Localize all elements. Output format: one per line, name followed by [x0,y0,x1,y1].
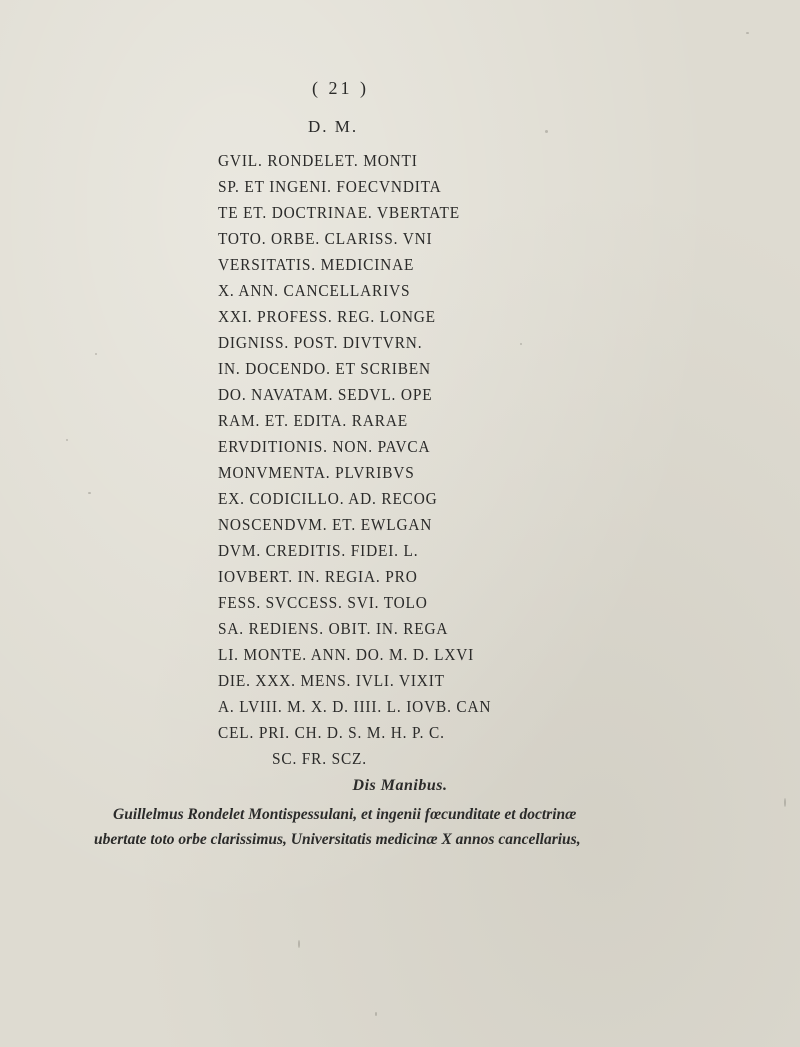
caption-line-1: Guillelmus Rondelet Montispessulani, et ingenii fœcunditate et doctrinæ [113,806,577,823]
inscription-line: DO. NAVATAM. SEDVL. OPE [218,385,433,404]
inscription-line: X. ANN. CANCELLARIVS [218,281,411,300]
inscription-line: VERSITATIS. MEDICINAE [218,255,415,274]
inscription-line: SC. FR. SCZ. [272,749,367,768]
inscription-line: LI. MONTE. ANN. DO. M. D. LXVI [218,645,475,664]
paper-speck [746,32,749,34]
inscription-line: NOSCENDVM. ET. EWLGAN [218,515,433,534]
inscription-line: IN. DOCENDO. ET SCRIBEN [218,359,431,378]
caption-line-2: ubertate toto orbe clarissimus, Universitatis medicinæ X annos cancellarius, [94,831,581,848]
inscription-line: MONVMENTA. PLVRIBVS [218,463,415,482]
inscription-line: EX. CODICILLO. AD. RECOG [218,489,438,508]
paper-speck [520,343,522,345]
paper-speck [375,1012,377,1016]
paper-speck [545,130,548,133]
inscription-line: IOVBERT. IN. REGIA. PRO [218,567,418,586]
inscription-line: TE ET. DOCTRINAE. VBERTATE [218,203,460,222]
paper-speck [88,492,91,494]
paper-speck [95,353,97,355]
inscription-line: SP. ET INGENI. FOECVNDITA [218,177,442,196]
caption-title: Dis Manibus. [352,777,448,794]
inscription-line: ERVDITIONIS. NON. PAVCA [218,437,431,456]
inscription-line: TOTO. ORBE. CLARISS. VNI [218,229,433,248]
inscription-heading: D. M. [308,117,359,136]
inscription-line: CEL. PRI. CH. D. S. M. H. P. C. [218,723,445,742]
inscription-line: FESS. SVCCESS. SVI. TOLO [218,593,428,612]
inscription-line: GVIL. RONDELET. MONTI [218,151,418,170]
inscription-line: SA. REDIENS. OBIT. IN. REGA [218,619,449,638]
inscription-line: DIE. XXX. MENS. IVLI. VIXIT [218,671,445,690]
paper-speck [298,940,300,948]
inscription-line: RAM. ET. EDITA. RARAE [218,411,408,430]
page-number: ( 21 ) [312,78,369,98]
inscription-line: DIGNISS. POST. DIVTVRN. [218,333,423,352]
paper-speck [784,798,786,807]
paper-speck [66,439,68,441]
inscription-line: DVM. CREDITIS. FIDEI. L. [218,541,419,560]
inscription-line: XXI. PROFESS. REG. LONGE [218,307,436,326]
inscription-line: A. LVIII. M. X. D. IIII. L. IOVB. CAN [218,697,492,716]
